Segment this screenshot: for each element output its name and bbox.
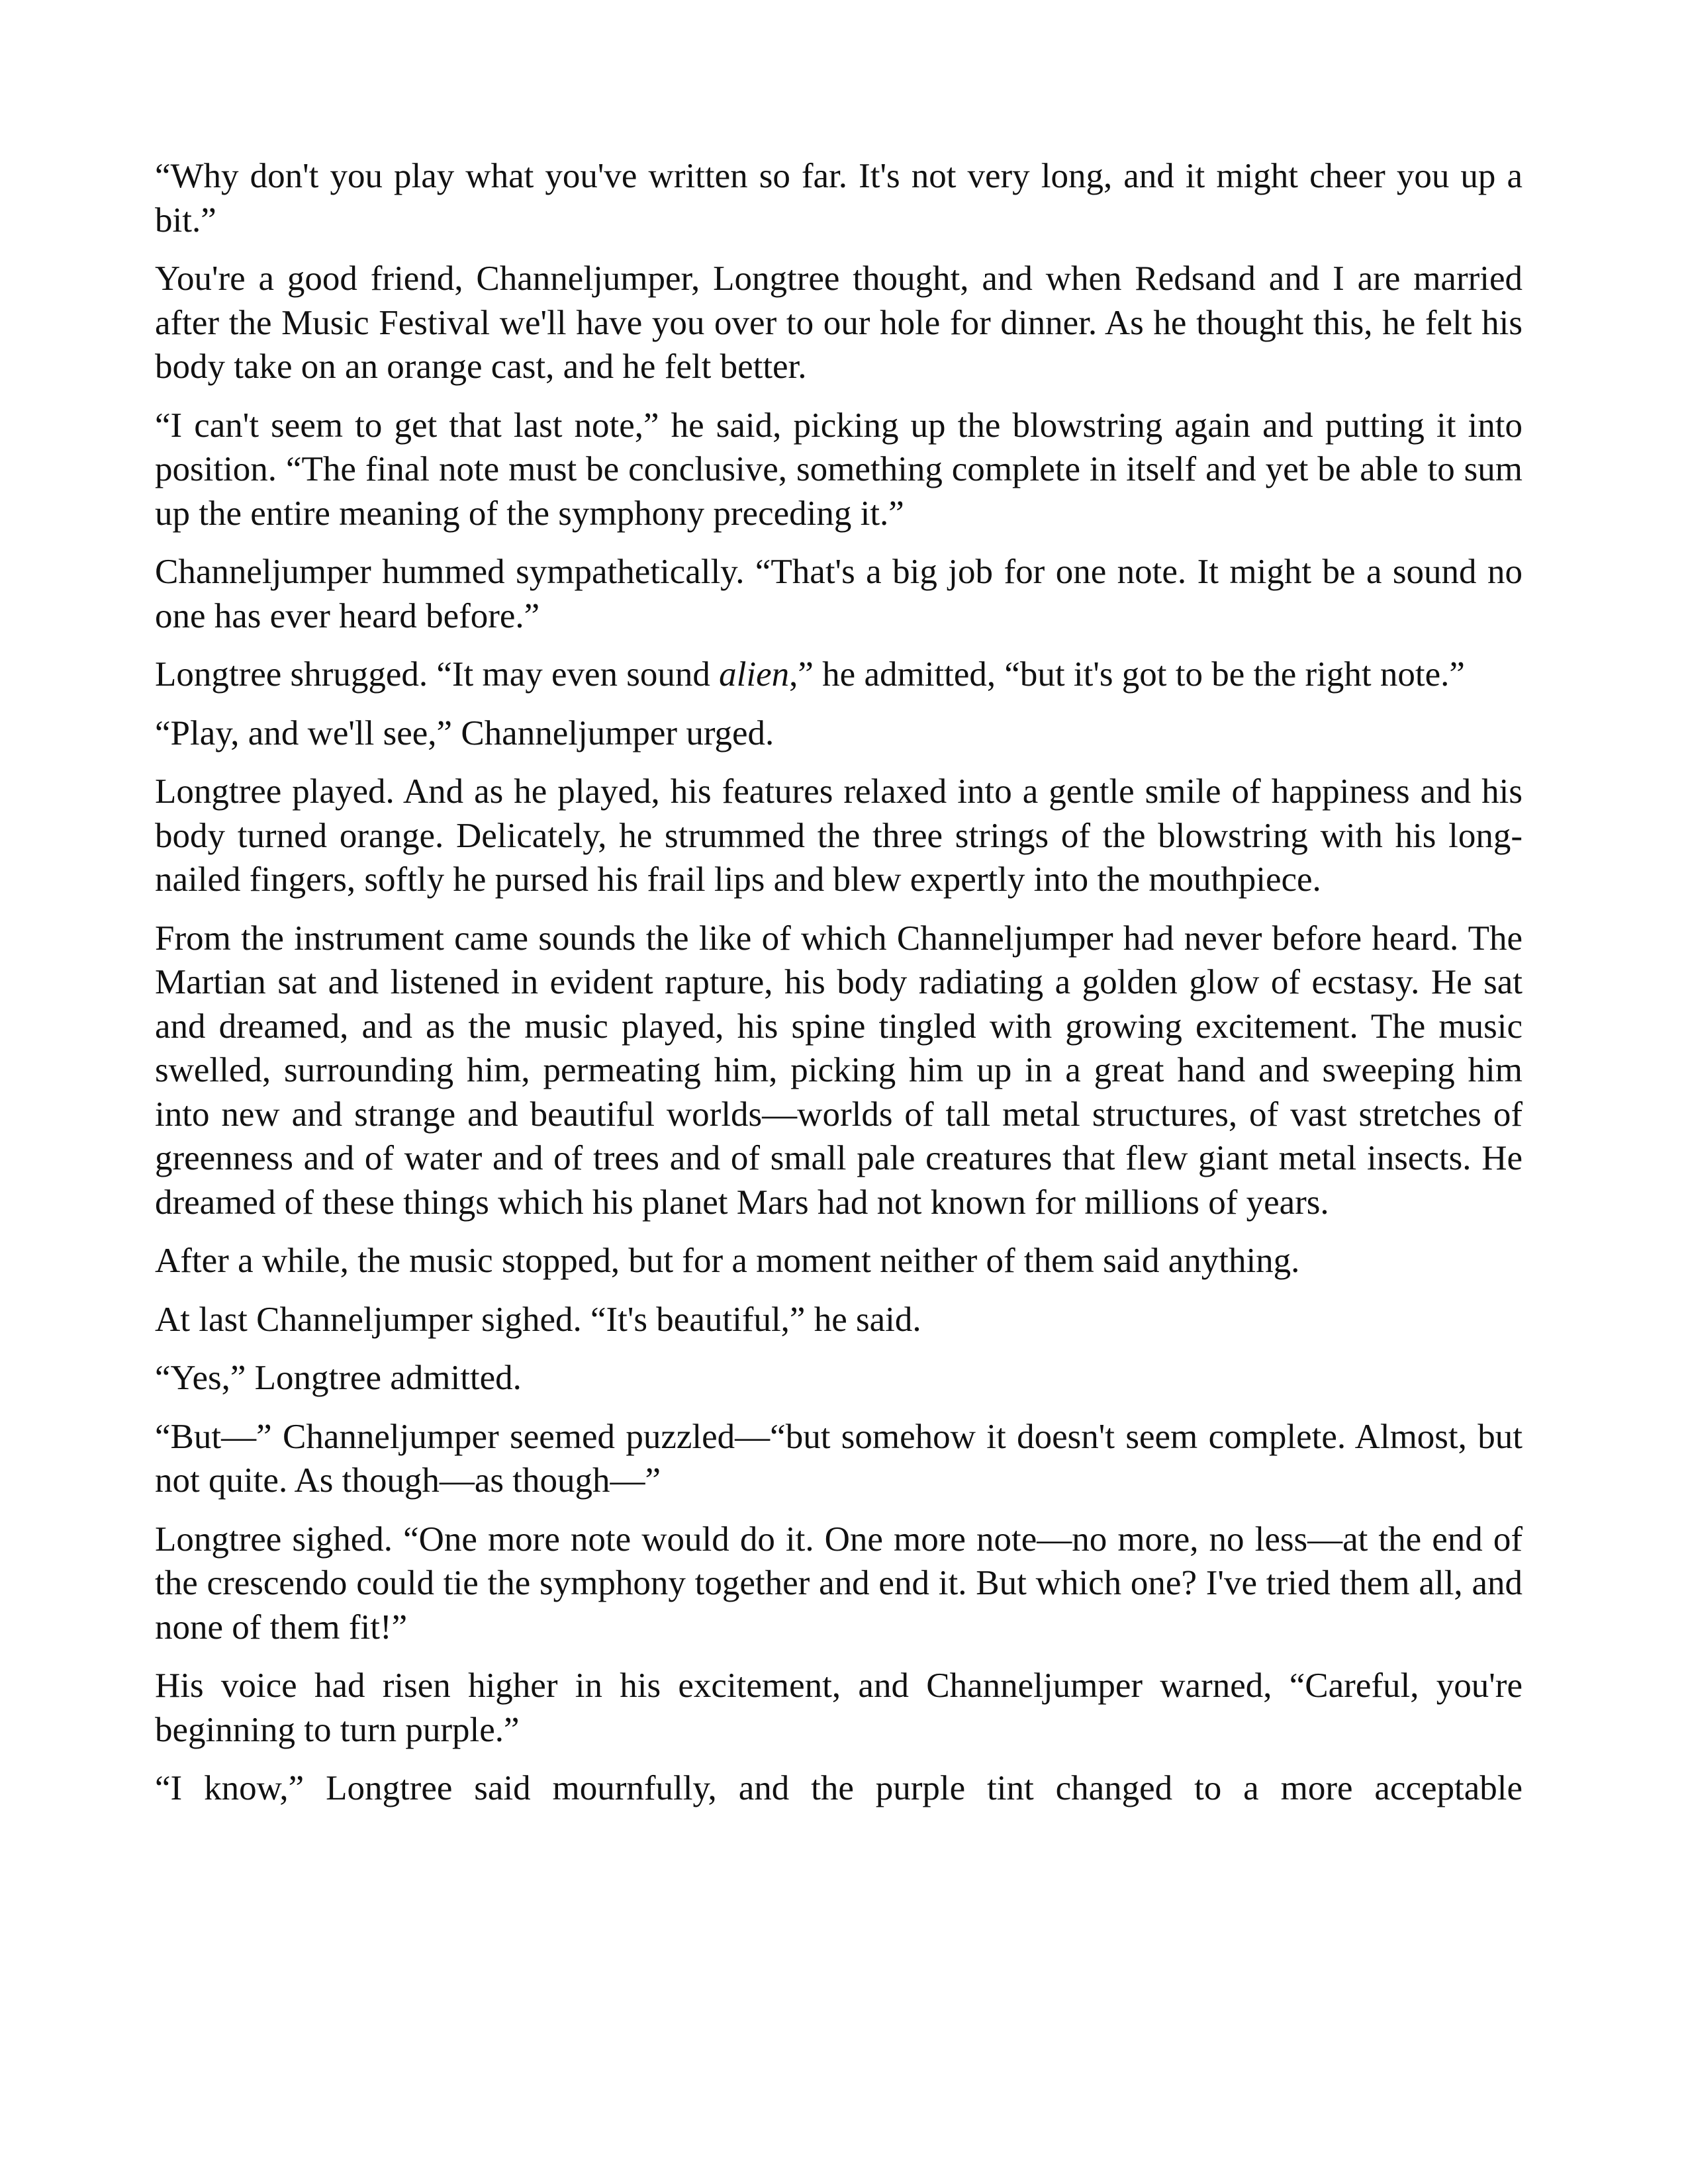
paragraph: Longtree played. And as he played, his features relaxed into a gentle smile of happiness and his body turned orange. Delicately, he strummed the three strings of the blowstring with his long-nailed fingers, softly he pursed his frail lips and blew expertly into the mouthpiece. <box>155 772 1523 899</box>
paragraph: “I know,” Longtree said mournfully, and the purple tint changed to a more acceptable <box>155 1769 1523 1807</box>
page-text <box>155 154 1523 1811</box>
paragraph: “I can't seem to get that last note,” he said, picking up the blowstring again and putting it into position. “The final note must be conclusive, something complete in itself and yet be able to sum up the entire meaning of the symphony preceding it.” <box>155 406 1523 533</box>
emphasized-word: alien <box>719 655 790 694</box>
paragraph: From the instrument came sounds the like of which Channeljumper had never before heard. The Martian sat and listened in evident rapture, his body radiating a golden glow of ecstasy. He sat and dreamed, and as the music played, his spine tingled with growing excitement. The music swelled, surrounding him, permeating him, picking him up in a great hand and sweeping him into new and strange and beautiful worlds—worlds of tall metal structures, of vast stretches of greenness and of water and of trees and of small pale creatures that flew giant metal insects. He dreamed of these things which his planet Mars had not known for millions of years. <box>155 919 1523 1222</box>
paragraph: “Why don't you play what you've written so far. It's not very long, and it might cheer you up a bit.” <box>155 157 1523 240</box>
paragraph-text: ,” he admitted, “but it's got to be the right note.” <box>789 655 1465 694</box>
paragraph: “But—” Channeljumper seemed puzzled—“but somehow it doesn't seem complete. Almost, but not quite. As though—as though—” <box>155 1417 1523 1500</box>
paragraph: Longtree sighed. “One more note would do it. One more note—no more, no less—at the end of the crescendo could tie the symphony together and end it. But which one? I've tried them all, and none of them fit!” <box>155 1520 1523 1647</box>
paragraph: “Yes,” Longtree admitted. <box>155 1359 522 1397</box>
paragraph: Channeljumper hummed sympathetically. “That's a big job for one note. It might be a sound no one has ever heard before.” <box>155 553 1523 635</box>
paragraph: At last Channeljumper sighed. “It's beautiful,” he said. <box>155 1300 921 1339</box>
paragraph: After a while, the music stopped, but for a moment neither of them said anything. <box>155 1242 1300 1280</box>
paragraph: “Play, and we'll see,” Channeljumper urged. <box>155 713 774 752</box>
paragraph: His voice had risen higher in his excitement, and Channeljumper warned, “Careful, you're beginning to turn purple.” <box>155 1666 1523 1749</box>
paragraph <box>155 653 1523 697</box>
paragraph: You're a good friend, Channeljumper, Longtree thought, and when Redsand and I are married after the Music Festival we'll have you over to our hole for dinner. As he thought this, he felt his body take on an orange cast, and he felt better. <box>155 259 1523 386</box>
paragraph-text: Longtree shrugged. “It may even sound <box>155 655 720 694</box>
